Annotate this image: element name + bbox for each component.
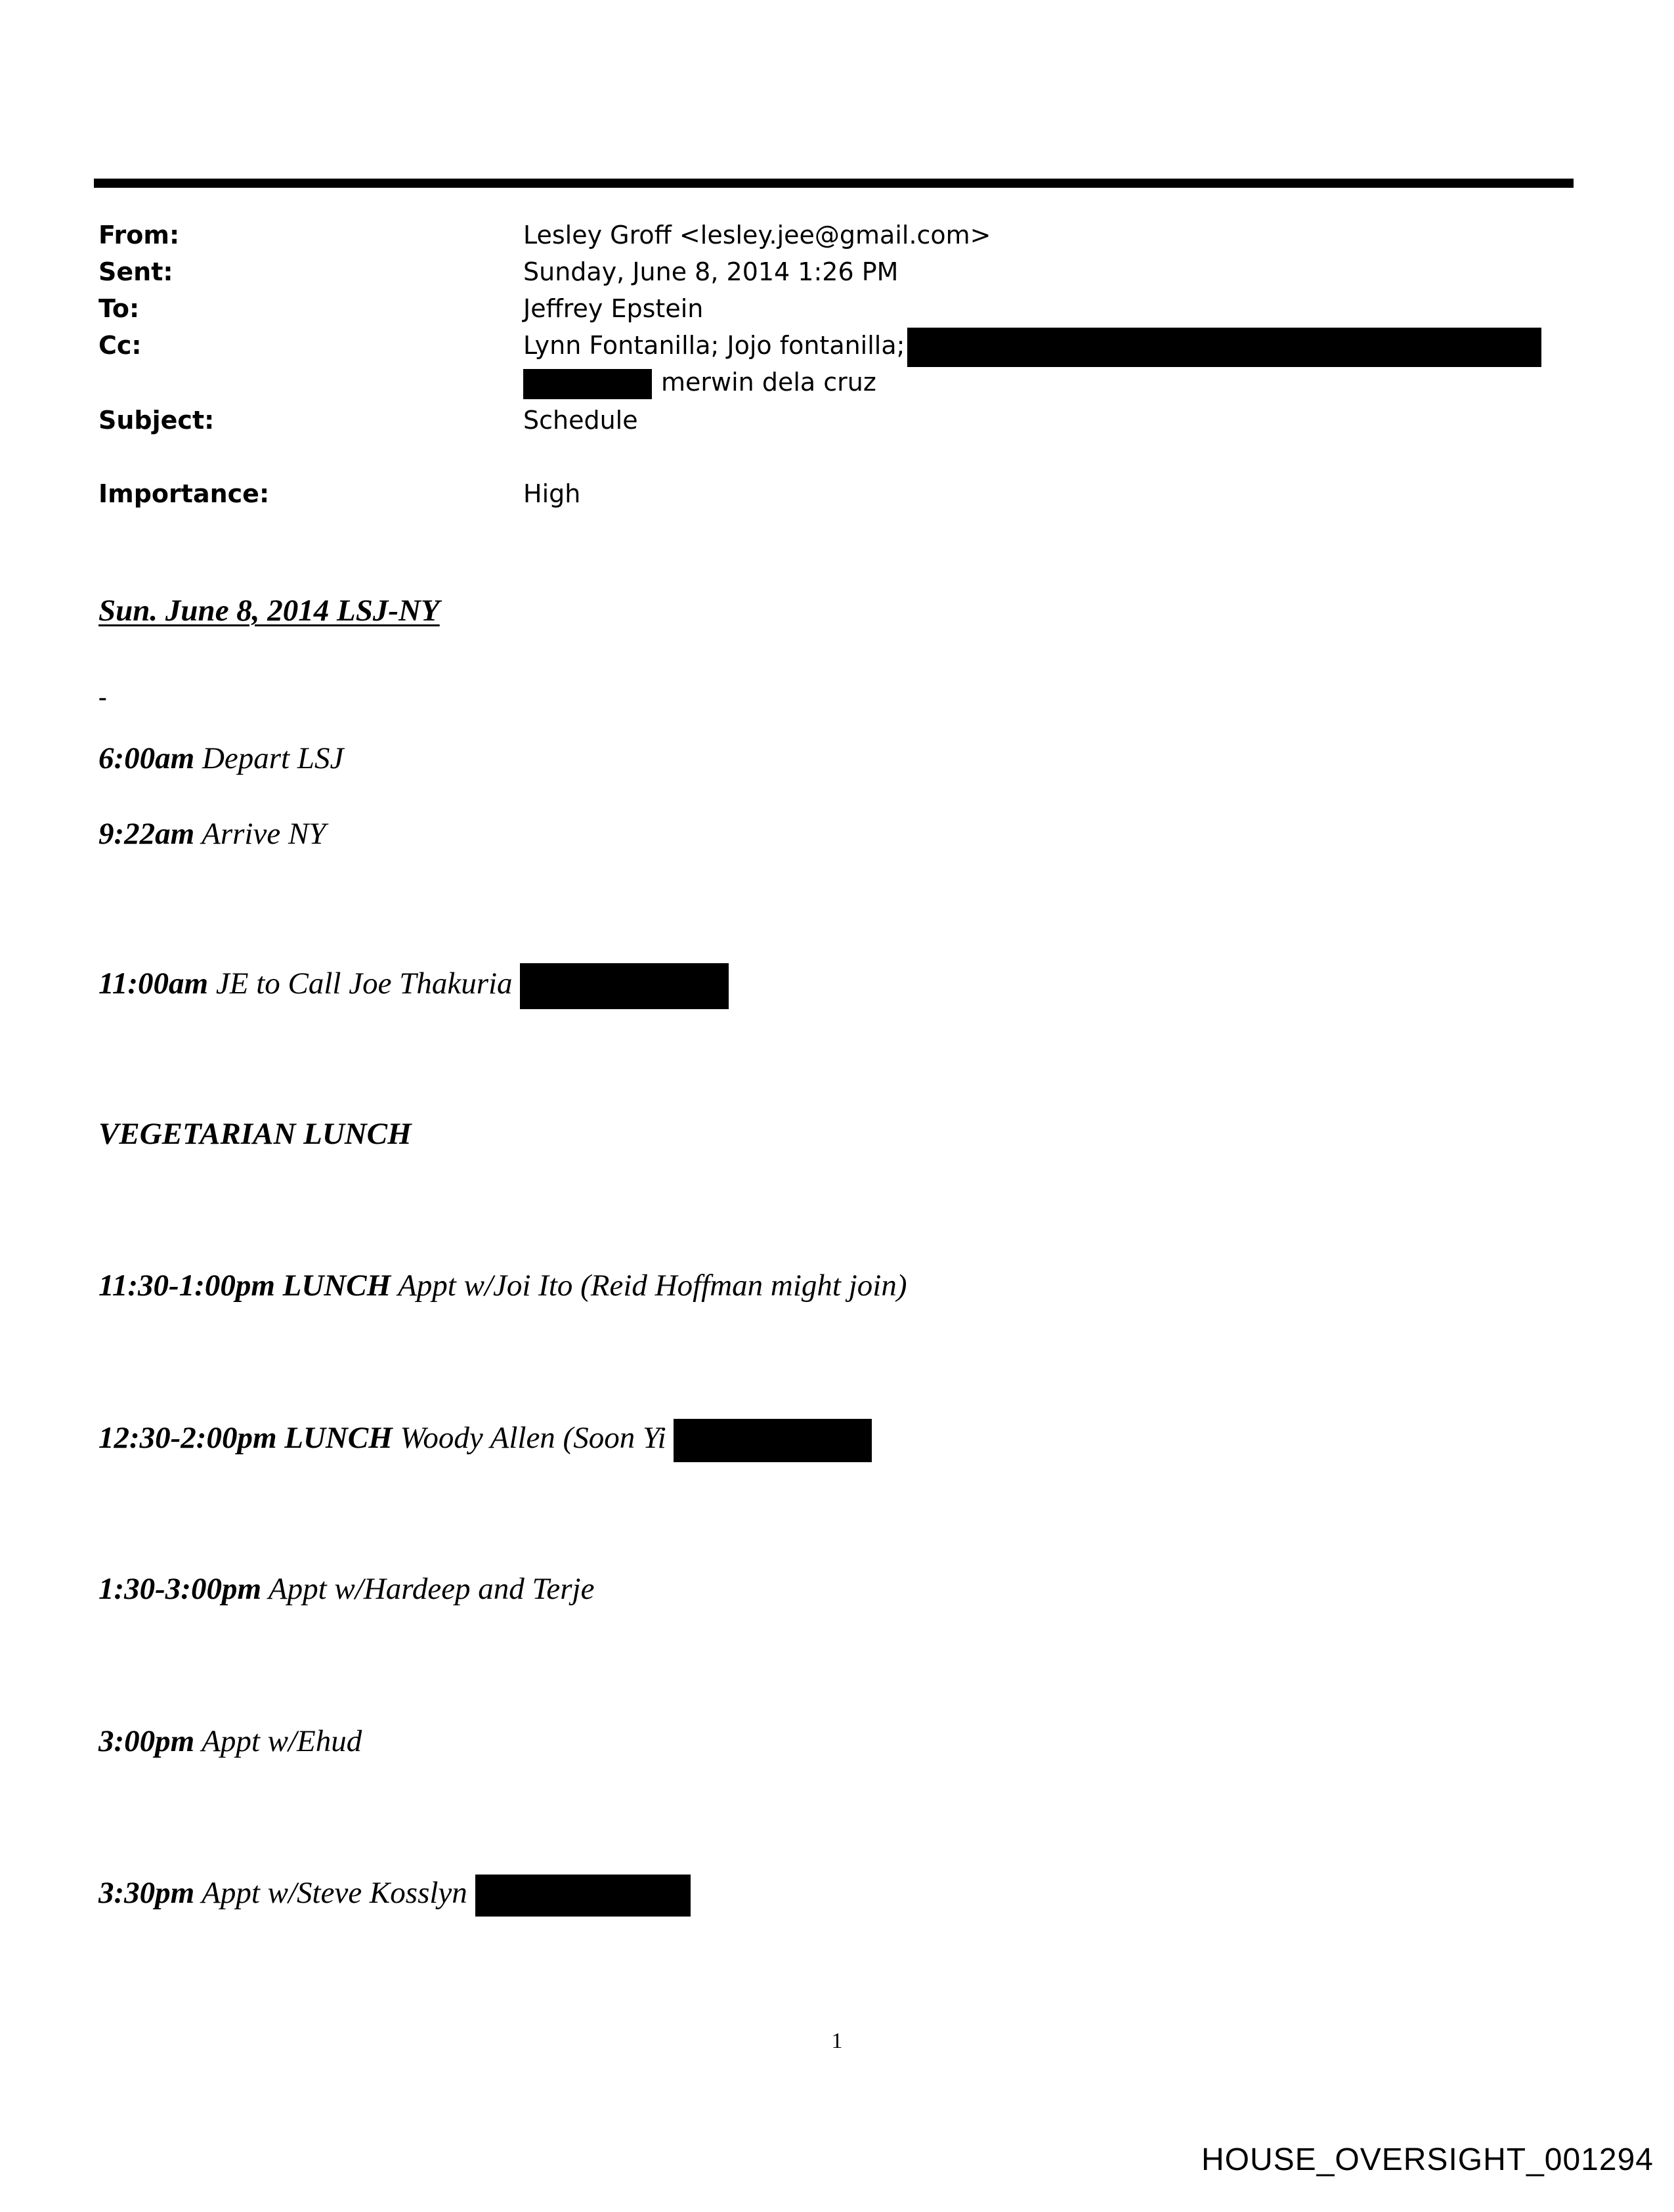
to-value: Jeffrey Epstein bbox=[523, 294, 704, 323]
to-label: To: bbox=[98, 294, 140, 323]
cc-value-line2 bbox=[523, 364, 876, 401]
redaction-box bbox=[674, 1419, 872, 1462]
cc-value-line1 bbox=[523, 327, 1541, 367]
schedule-time: 1:30-3:00pm bbox=[98, 1572, 262, 1606]
schedule-time: 11:30-1:00pm LUNCH bbox=[98, 1269, 391, 1303]
importance-label: Importance: bbox=[98, 479, 270, 508]
schedule-time: 3:30pm bbox=[98, 1876, 195, 1910]
schedule-item bbox=[98, 739, 343, 778]
schedule-desc: Depart LSJ bbox=[194, 741, 344, 775]
schedule-item bbox=[98, 1873, 691, 1913]
schedule-time: 9:22am bbox=[98, 817, 195, 851]
schedule-heading: VEGETARIAN LUNCH bbox=[98, 1117, 412, 1151]
schedule-desc: Arrive NY bbox=[194, 817, 326, 851]
schedule-desc: Appt w/Steve Kosslyn bbox=[194, 1876, 475, 1910]
schedule-time: 11:00am bbox=[98, 966, 209, 1001]
redaction-box bbox=[475, 1875, 691, 1917]
schedule-item bbox=[98, 1114, 412, 1154]
sent-value: Sunday, June 8, 2014 1:26 PM bbox=[523, 257, 899, 286]
schedule-item bbox=[98, 814, 326, 854]
cc-names-continued: merwin dela cruz bbox=[661, 368, 876, 397]
schedule-desc: Appt w/Ehud bbox=[194, 1724, 362, 1758]
schedule-time: 12:30-2:00pm LUNCH bbox=[98, 1421, 393, 1455]
schedule-item bbox=[98, 1418, 872, 1458]
dash-line: - bbox=[98, 683, 107, 711]
from-label: From: bbox=[98, 221, 180, 249]
sent-label: Sent: bbox=[98, 257, 173, 286]
schedule-desc: JE to Call Joe Thakuria bbox=[208, 966, 521, 1001]
cc-names: Lynn Fontanilla; Jojo fontanilla; bbox=[523, 331, 905, 360]
redaction-box bbox=[520, 963, 729, 1009]
schedule-time: 3:00pm bbox=[98, 1724, 195, 1758]
cc-label: Cc: bbox=[98, 331, 142, 360]
subject-value: Schedule bbox=[523, 406, 638, 435]
schedule-item bbox=[98, 1722, 362, 1761]
schedule-item bbox=[98, 963, 729, 1003]
subject-label: Subject: bbox=[98, 406, 215, 435]
schedule-time: 6:00am bbox=[98, 741, 195, 775]
schedule-desc: Appt w/Joi Ito (Reid Hoffman might join) bbox=[391, 1269, 907, 1303]
importance-value: High bbox=[523, 479, 581, 508]
redaction-box bbox=[907, 328, 1541, 367]
redaction-box bbox=[523, 369, 652, 399]
schedule-desc: Appt w/Hardeep and Terje bbox=[261, 1572, 595, 1606]
from-value: Lesley Groff <lesley.jee@gmail.com> bbox=[523, 221, 991, 249]
schedule-item bbox=[98, 1569, 594, 1609]
schedule-item bbox=[98, 1266, 907, 1305]
page-number: 1 bbox=[831, 2029, 843, 2053]
schedule-date-heading: Sun. June 8, 2014 LSJ-NY bbox=[98, 594, 440, 628]
bates-number: HOUSE_OVERSIGHT_001294 bbox=[1201, 2142, 1654, 2177]
header-divider bbox=[94, 179, 1574, 188]
schedule-desc: Woody Allen (Soon Yi bbox=[392, 1421, 674, 1455]
